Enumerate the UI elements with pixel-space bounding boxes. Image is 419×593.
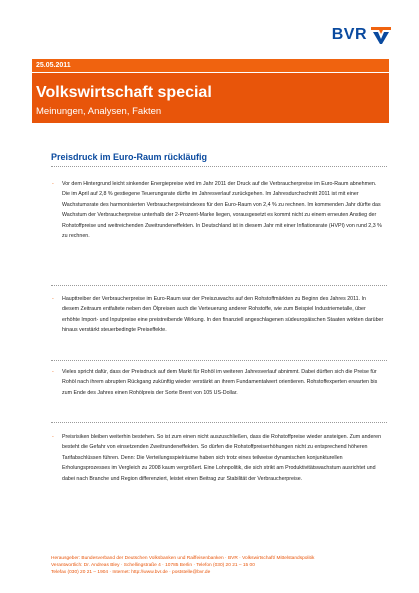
bullet-text: Vor dem Hintergrund leicht sinkender Energiepreise wird im Jahr 2011 der Druck auf die Verbraucherpreise im Euro-Raum abnehmen. Die im April auf 2,8 % gestiegene Teuerungsrate dürfte im Jahresverlauf zurückgehen. Im Jahresdurchschnitt 2011 ist mit einer Wachstumsrate des harmonisierten Verbraucherpreisindexes für den Euro-Raum von 2,4 % zu rechnen. Im kommenden Jahr dürfte das Wachstum der Verbraucherpreise unterhalb der 2-Prozent-Marke liegen, vorausgesetzt es kommt nicht zu einem erneuten Anstieg der Rohstoffpreise und weitreichenden Zweitrundeneffekten. In Deutschland ist in diesem Jahr mit einer Inflationsrate (HVPI) von rund 2,3 % zu rechnen. <box>62 181 382 240</box>
footer-contact: Telefax (030) 20 21 – 1904 · Internet: http://www.bvr.de · poststelle@bvr.de <box>51 570 211 575</box>
date-bar <box>32 59 389 72</box>
divider <box>51 422 387 423</box>
divider <box>51 285 387 286</box>
bullet-dash: - <box>52 296 54 302</box>
bullet-paragraph-4 <box>52 432 384 484</box>
brand-name: BVR <box>331 26 367 43</box>
divider <box>51 360 387 361</box>
bullet-text: Preisrisiken bleiben weiterhin bestehen. So ist zum einen nicht auszuschließen, dass die Rohstoffpreise wieder ansteigen. Zum anderen besteht die Gefahr von einsetzenden Zweitrundeneffekten. So dürfen die Rohstoffpreiserhöhungen nicht zu entsprechend höheren Tarifabschlüssen führen. Denn: Die Verteilungsspielräume haben sich trotz eines teilweise dynamischen konjunkturellen Erholungsprozesses im Vergleich zu 2008 kaum vergrößert. Eine Lohnpolitik, die sich strikt am Produktivitätswachstum ausrichtet und dabei nach Branche und Region differenziert, leistet einen Beitrag zur Stabilität der Verbraucherpreise. <box>62 434 382 482</box>
footer-publisher: Herausgeber: Bundesverband der Deutschen Volksbanken und Raiffeisenbanken · BVR · Volkswirtschaft/ Mittelstandspolitik <box>51 556 315 561</box>
bullet-dash: - <box>52 369 54 375</box>
bullet-dash: - <box>52 434 54 440</box>
title-banner <box>32 73 389 123</box>
bullet-text: Haupttreiber der Verbraucherpreise im Euro-Raum war der Preiszuwachs auf den Rohstoffmärkten zu Beginn des Jahres 2011. In diesem Zeitraum entfaltete neben den Ölpreisen auch die Verteuerung anderer Rohstoffe, wie zum Beispiel Industriemetalle, über erhöhte Import- und Inputpreise eine preistreibende Wirkung. In den finanziell angeschlagenen südeuropäischen Staaten wirkten darüber hinaus verstärkt steuerbedingte Preiseffekte. <box>62 296 384 334</box>
footer-responsible: Verantwortlich: Dr. Andreas Bley · Schellingstraße 4 · 10785 Berlin · Telefon (030) 20 21 – 15 00 <box>51 563 255 568</box>
footer-imprint <box>51 555 391 576</box>
divider <box>51 166 387 167</box>
bullet-paragraph-1 <box>52 179 384 241</box>
article-headline: Preisdruck im Euro-Raum rückläufig <box>51 152 208 162</box>
bullet-paragraph-2 <box>52 294 384 336</box>
bvr-logo <box>332 26 391 44</box>
volksbank-logo-icon <box>371 27 391 44</box>
page-title: Volkswirtschaft special <box>36 84 212 101</box>
bullet-dash: - <box>52 181 54 187</box>
publication-date: 25.05.2011 <box>36 62 71 69</box>
bullet-text: Vieles spricht dafür, dass der Preisdruck auf dem Markt für Rohöl im weiteren Jahresverlauf abnimmt. Dabei dürften sich die Preise für Rohöl nach ihrem abrupten Rückgang zukünftig wieder verstärkt an ihrem Fundamentalwert orientieren. Rohstoffexperten erwarten bis zum Ende des Jahres einen Rohölpreis der Sorte Brent von 105 US-Dollar. <box>62 369 378 396</box>
page-subtitle: Meinungen, Analysen, Fakten <box>36 106 162 117</box>
bullet-paragraph-3 <box>52 367 384 398</box>
